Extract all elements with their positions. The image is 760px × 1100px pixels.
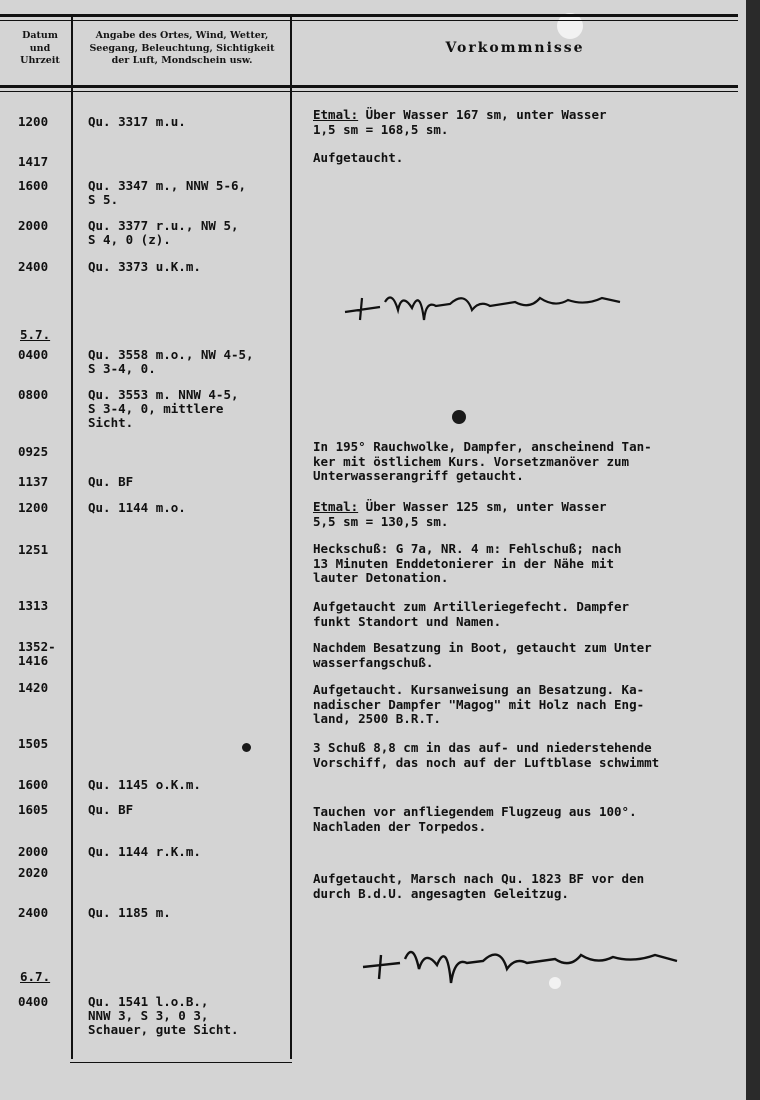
position-cell: Qu. 3553 m. NNW 4-5, S 3-4, 0, mittlere Sicht. (88, 387, 239, 430)
event-cell: In 195° Rauchwolke, Dampfer, anscheinend Tan- ker mit östlichem Kurs. Vorsetzmanöver zum Unterwasserangriff getaucht. (313, 439, 652, 483)
top-rule-thin (0, 20, 738, 21)
header-date-label: Datum (22, 30, 58, 41)
event-cell: Tauchen vor anfliegendem Flugzeug aus 100°. Nachladen der Torpedos. (313, 804, 637, 834)
time-cell: 1200 (18, 114, 49, 129)
ink-blot (452, 410, 466, 424)
page-edge-shadow (746, 0, 760, 1100)
column-divider-1 (71, 14, 73, 1059)
position-cell: Qu. BF (88, 802, 134, 817)
time-cell: 0400 (18, 994, 49, 1009)
position-cell: Qu. 3377 r.u., NW 5, S 4, 0 (z). (88, 218, 239, 247)
header-location-line2: Seegang, Beleuchtung, Sichtigkeit (89, 42, 275, 54)
time-cell: 1420 (18, 680, 49, 695)
position-cell: Qu. 1185 m. (88, 905, 171, 920)
time-cell: 1251 (18, 542, 49, 557)
position-cell: Qu. BF (88, 474, 134, 489)
position-cell: Qu. 3558 m.o., NW 4-5, S 3-4, 0. (88, 347, 254, 376)
time-cell: 1200 (18, 500, 49, 515)
position-cell: Qu. 3317 m.u. (88, 114, 186, 129)
header-date-time (10, 30, 70, 68)
column-divider-2 (290, 14, 292, 1059)
event-cell: Aufgetaucht zum Artilleriegefecht. Dampfer funkt Standort und Namen. (313, 599, 630, 629)
top-rule (0, 14, 738, 17)
time-cell: 1600 (18, 178, 49, 193)
event-cell: Aufgetaucht, Marsch nach Qu. 1823 BF vor den durch B.d.U. angesagten Geleitzug. (313, 871, 645, 901)
time-cell: 2400 (18, 259, 49, 274)
time-cell: 0925 (18, 444, 49, 459)
header-und-label: und (29, 42, 51, 54)
position-cell: Qu. 3347 m., NNW 5-6, S 5. (88, 178, 247, 207)
header-vorkommnisse: Vorkommnisse (445, 40, 585, 56)
time-cell: 2400 (18, 905, 49, 920)
position-cell: Qu. 1145 o.K.m. (88, 777, 201, 792)
time-cell: 1505 (18, 736, 49, 751)
header-uhrzeit-label: Uhrzeit (20, 55, 60, 66)
event-cell (313, 500, 758, 529)
date-marker: 5.7. (20, 327, 51, 342)
header-rule-thin (0, 91, 738, 92)
position-cell: Qu. 3373 u.K.m. (88, 259, 201, 274)
event-cell: Aufgetaucht. (313, 150, 404, 165)
header-location (75, 30, 289, 68)
etmal-label: Etmal: (313, 499, 359, 514)
ink-blot (242, 743, 251, 752)
header-location-line1: Angabe des Ortes, Wind, Wetter, (95, 30, 269, 41)
time-cell: 0400 (18, 347, 49, 362)
event-cell: 3 Schuß 8,8 cm in das auf- und niederstehende Vorschiff, das noch auf der Luftblase schwimmt (313, 740, 660, 770)
time-cell: 2000 (18, 844, 49, 859)
time-cell: 1605 (18, 802, 49, 817)
signature-2 (355, 935, 685, 995)
time-cell: 1137 (18, 474, 49, 489)
position-cell: Qu. 1144 m.o. (88, 500, 186, 515)
event-text: Über Wasser 167 sm, unter Wasser 1,5 sm = 168,5 sm. (313, 107, 607, 137)
time-cell: 1600 (18, 777, 49, 792)
event-cell: Heckschuß: G 7a, NR. 4 m: Fehlschuß; nach 13 Minuten Enddetonierer in der Nähe mit lauter Detonation. (313, 541, 622, 585)
bottom-rule (70, 1062, 292, 1063)
event-cell (313, 108, 758, 137)
time-cell: 2000 (18, 218, 49, 233)
position-cell: Qu. 1541 l.o.B., NNW 3, S 3, 0 3, Schauer, gute Sicht. (88, 994, 239, 1037)
event-cell: Aufgetaucht. Kursanweisung an Besatzung. Ka- nadischer Dampfer "Magog" mit Holz nach Eng- land, 2500 B.R.T. (313, 682, 645, 726)
etmal-label: Etmal: (313, 107, 359, 122)
time-cell: 2020 (18, 865, 49, 880)
time-cell: 1352- 1416 (18, 639, 56, 668)
signature-1 (340, 280, 630, 330)
header-location-line3: der Luft, Mondschein usw. (111, 55, 253, 66)
event-cell: Nachdem Besatzung in Boot, getaucht zum Unter wasserfangschuß. (313, 640, 652, 670)
time-cell: 1417 (18, 154, 49, 169)
position-cell: Qu. 1144 r.K.m. (88, 844, 201, 859)
event-text: Über Wasser 125 sm, unter Wasser 5,5 sm = 130,5 sm. (313, 499, 607, 529)
time-cell: 1313 (18, 598, 49, 613)
date-marker: 6.7. (20, 969, 51, 984)
time-cell: 0800 (18, 387, 49, 402)
header-rule (0, 85, 738, 88)
